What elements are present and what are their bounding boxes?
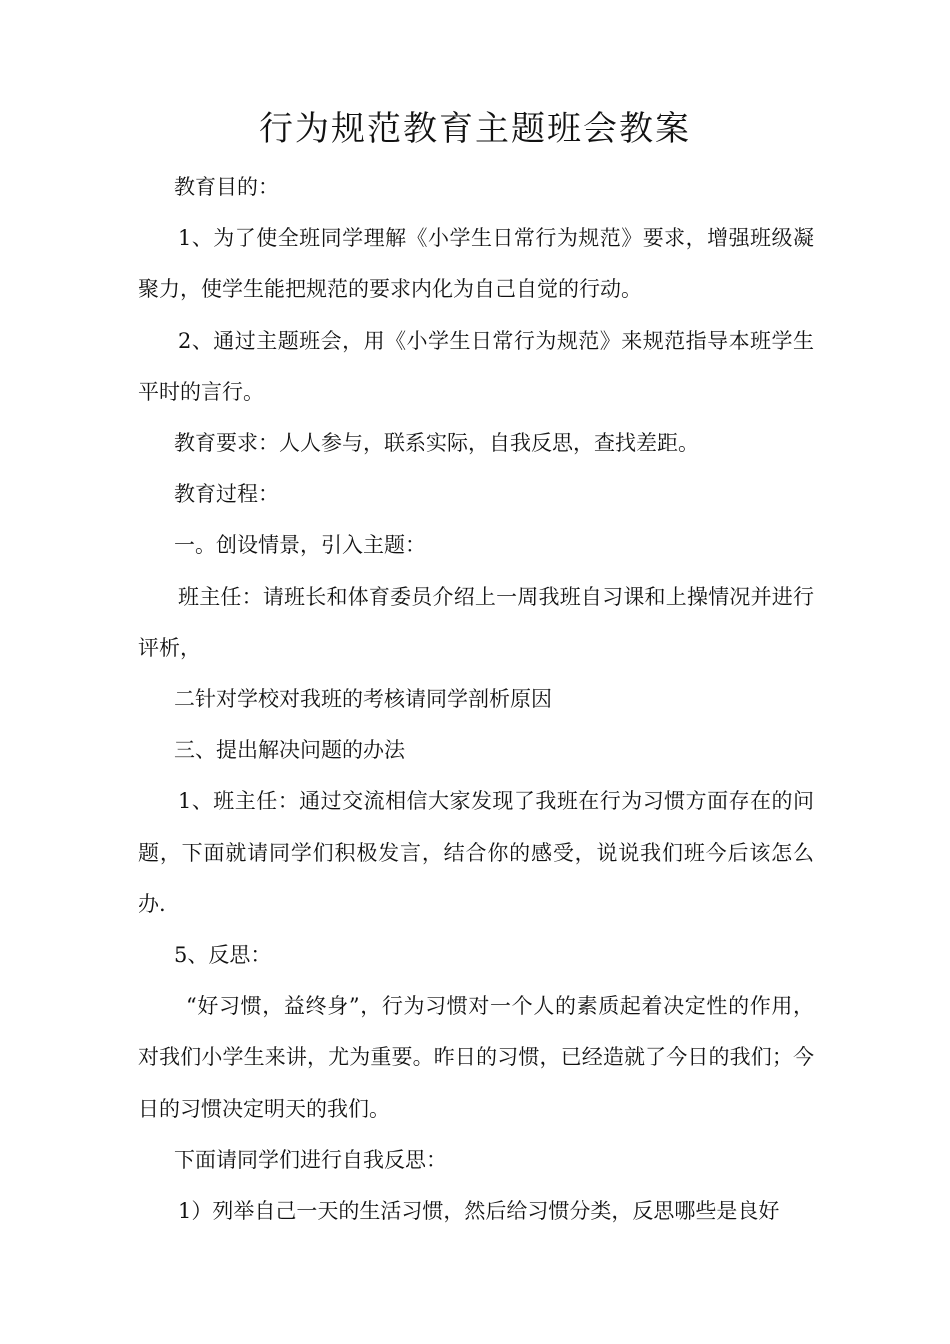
- paragraph-reflection-heading: 5、反思：: [174, 943, 272, 968]
- paragraph-teacher-intro: 班主任：请班长和体育委员介绍上一周我班自习课和上操情况并进行评析，: [138, 584, 814, 660]
- paragraph-list-habits: 1）列举自己一天的生活习惯，然后给习惯分类，反思哪些是良好: [178, 1199, 780, 1224]
- document-title: 行为规范教育主题班会教案: [259, 109, 691, 149]
- paragraph-section-three: 三、提出解决问题的办法: [174, 738, 405, 763]
- paragraph-education-goal-heading: 教育目的：: [174, 175, 279, 199]
- paragraph-education-requirement: 教育要求：人人参与，联系实际，自我反思，查找差距。: [174, 431, 699, 456]
- paragraph-section-two: 二针对学校对我班的考核请同学剖析原因: [174, 687, 552, 712]
- paragraph-good-habits: “好习惯，益终身”，行为习惯对一个人的素质起着决定性的作用，对我们小学生来讲，尤为重要。昨日的习惯，已经造就了今日的我们；今日的习惯决定明天的我们。: [138, 994, 814, 1121]
- paragraph-section-one: 一。创设情景，引入主题：: [174, 533, 426, 558]
- paragraph-teacher-discussion: 1、班主任：通过交流相信大家发现了我班在行为习惯方面存在的问题，下面就请同学们积极发言，结合你的感受，说说我们班今后该怎么办.: [138, 789, 814, 916]
- paragraph-self-reflection: 下面请同学们进行自我反思：: [174, 1147, 447, 1172]
- document-body: [138, 162, 814, 1237]
- paragraph-goal-1: 1、为了使全班同学理解《小学生日常行为规范》要求，增强班级凝聚力，使学生能把规范的要求内化为自己自觉的行动。: [138, 226, 814, 302]
- paragraph-education-process-heading: 教育过程：: [174, 482, 279, 507]
- paragraph-goal-2: 2、通过主题班会，用《小学生日常行为规范》来规范指导本班学生平时的言行。: [138, 328, 814, 404]
